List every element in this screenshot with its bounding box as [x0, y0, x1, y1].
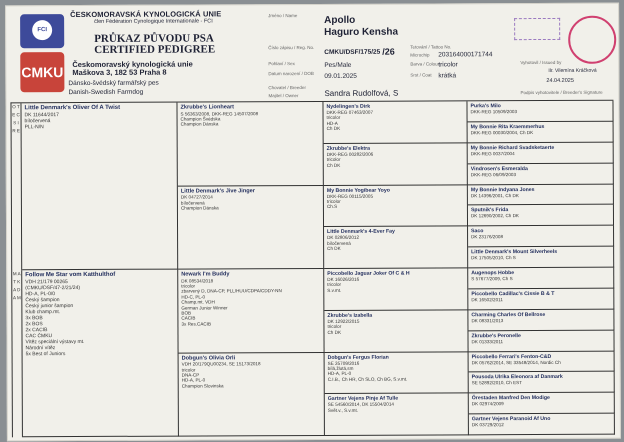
ancestor-cell	[177, 102, 323, 186]
ancestor-info: Ch DK	[327, 329, 342, 335]
ancestor-cell	[22, 270, 179, 438]
ancestor-info: 5x Best of Juniors	[25, 351, 66, 358]
ancestor-info: Champion Slovinska	[181, 383, 224, 389]
ancestor-reg: DKK-REG 0037/2004	[470, 150, 515, 157]
ancestor-cell	[468, 247, 614, 269]
ancestor-info: 3x BOB	[25, 315, 43, 322]
ancestor-reg: DK 14396/2001, Ch DK	[470, 192, 519, 198]
pedigree-document	[5, 3, 621, 442]
ancestor-reg: DK 17505/2010, Ch S	[471, 255, 516, 261]
ancestor-reg: DK 11644/2017	[24, 112, 59, 119]
ancestor-info: BOB	[181, 310, 192, 316]
ancestor-info: Champion Švédska	[180, 116, 221, 122]
ancestor-cell	[324, 143, 468, 185]
ancestor-cell	[178, 269, 324, 353]
ancestor-reg: DK 01333/2011	[471, 338, 504, 344]
ancestor-cell	[468, 268, 614, 290]
ancestor-info: HD-C, PL-0	[181, 294, 206, 300]
ancestor-cell	[468, 184, 614, 206]
pedigree-header	[6, 4, 618, 103]
ancestor-name: Little Denmark's 4-Ever Fay	[327, 228, 395, 236]
ancestor-reg: DK 04727/2014	[180, 194, 213, 200]
dog-name: Apollo	[324, 14, 356, 26]
club-name: Českomoravský kynologická unie	[72, 59, 193, 70]
ancestor-cell	[469, 393, 615, 415]
ancestor-reg: DKK-REG 00282/2006	[326, 151, 374, 157]
club-address: Maškova 3, 182 53 Praha 8	[72, 67, 167, 78]
ancestor-info: bíločervená	[327, 240, 351, 246]
ancestor-cell	[325, 352, 469, 394]
ancestor-reg: DKK-REG 10509/2003	[470, 109, 518, 115]
ancestor-info: tricolor	[326, 198, 341, 204]
ancestor-info: Champion Dánska	[180, 205, 219, 211]
ancestor-info: (CMKU/DSF/47-2/21/24)	[25, 285, 81, 292]
ancestor-reg: DK 08534/2018	[181, 278, 214, 284]
title-en: CERTIFIED PEDIGREE	[94, 43, 216, 56]
ancestor-cell	[324, 268, 468, 310]
ancestor-name: Newark I'm Buddy	[181, 271, 230, 278]
ancestor-info: DNA-CP	[181, 372, 200, 378]
ancestor-info: HD-A, PL-0	[181, 377, 206, 383]
issue-date: 24.04.2025	[546, 77, 574, 84]
label-colour: Barva / Colour	[410, 61, 440, 67]
ancestor-info: 2x BOS	[25, 321, 43, 328]
ancestor-name: Little Denmark's Jive Jinger	[180, 187, 255, 195]
ancestor-cell	[469, 351, 615, 373]
ancestor-reg: DKK-REG 00115/2005	[326, 193, 374, 199]
ancestor-name: Vindrosen's Esmeralda	[470, 165, 528, 172]
ancestor-cell	[468, 205, 614, 227]
ancestor-name: My Bonnie Rita Kraemmerhus	[470, 123, 545, 131]
ancestor-name: Zkrubbe's Izabella	[327, 312, 373, 319]
label-name: Jméno / Name	[268, 13, 298, 19]
ancestor-name: Nydelingen's Dirk	[326, 103, 371, 110]
title-cz: PRŮKAZ PŮVODU PSA	[94, 32, 214, 45]
ancestor-name: My Bonnie Indyana Jones	[470, 186, 535, 193]
dog-owner: Sandra Rudolfová, S	[324, 88, 399, 98]
ancestor-reg: DK 12922/2015	[327, 318, 360, 324]
label-tattoo: Tetování / Tattoo No.	[410, 44, 452, 50]
dog-sex: Pes/Male	[324, 61, 352, 69]
ancestor-info: Champion Dánska	[180, 121, 219, 127]
dog-dob: 09.01.2025	[324, 72, 357, 80]
ancestor-info: tricolor	[181, 283, 196, 289]
ancestor-cell	[21, 103, 178, 271]
ancestor-info: tricolor	[326, 157, 341, 163]
ancestor-cell	[469, 414, 615, 436]
ancestor-name: Dobgun's Fergus Florian	[327, 354, 389, 361]
ancestor-reg: DK 02806/2012	[327, 235, 360, 241]
ancestor-cell	[468, 309, 614, 331]
ancestor-info: S.v.mt.	[327, 287, 342, 293]
ancestor-name: Follow Me Star vom Katthulthof	[25, 271, 116, 279]
ancestor-info: tricolor	[327, 324, 342, 330]
ancestor-name: Pousoda Ulrika Eleonora af Danmark	[471, 374, 563, 381]
ancestor-info: tricolor	[326, 115, 341, 121]
ancestor-info: Ch DK	[326, 162, 341, 168]
ancestor-info: HD-A, PL-0/0	[25, 291, 56, 298]
dam-side-label: M A T K A D A M	[12, 270, 23, 437]
issuer-name: Ilr. Vilemína Kráčková	[548, 67, 597, 74]
ancestor-name: Saco	[471, 228, 484, 235]
ancestor-info: bíločervená	[24, 118, 51, 125]
signature-label: Podpis vyhotovitele / Breeder's Signature	[520, 89, 603, 96]
ancestor-name: Gartner Vejens Paranoid Af Uno	[471, 416, 551, 423]
ancestor-info: tricolor	[327, 282, 342, 288]
ancestor-reg: DK 16502/2011	[471, 297, 503, 303]
ancestor-info: Český junior šampion	[25, 303, 74, 310]
ancestor-info: Svět.v., S.v.mt.	[327, 407, 359, 413]
ancestor-info: 3x Res.CACIB	[181, 321, 212, 327]
label-sex: Pohlaví / Sex	[268, 61, 295, 67]
ancestor-reg: S 56363/2008, DKK-REG 14507/2008	[180, 110, 259, 117]
ancestor-info: HD-A, PL-0	[327, 371, 352, 377]
pedigree-table	[10, 100, 614, 438]
ancestor-name: My Bonnie Richard Svadsketaerte	[470, 144, 555, 152]
org-name: ČESKOMORAVSKÁ KYNOLOGICKÁ UNIE	[70, 9, 222, 20]
ancestor-cell	[468, 330, 614, 352]
reg-number: CMKU/DSF/175/25	[324, 48, 381, 56]
ancestor-reg: DK 02974/2009	[471, 401, 504, 407]
label-breeder: Chovatel / Breeder	[268, 85, 306, 91]
ancestor-reg: VDH 20/179QU00234, SE 15173/2018	[181, 361, 261, 367]
ancestor-name: Little Denmark's Mount Silverheels	[471, 249, 558, 256]
label-coat: Srst / Coat	[410, 72, 432, 78]
ancestor-reg: DKK-REG 07463/2007	[326, 109, 374, 115]
issuer-label: Vyhotovil / Issued by	[520, 59, 562, 66]
ancestor-info: CAC ČMKU	[25, 333, 53, 340]
ancestor-info: Ch DK	[327, 245, 341, 252]
ancestor-reg: SE 54560/2014, DK 15504/2014	[327, 401, 394, 408]
ancestor-reg: SE 35709/2016	[327, 360, 360, 366]
ancestor-info: Champ.mt. VDH	[181, 299, 215, 305]
label-owner: Majitel / Owner	[268, 93, 299, 99]
ancestor-reg: DK 03729/2012	[471, 422, 504, 428]
ancestor-reg: DK 23176/2008	[471, 234, 504, 240]
ancestor-info: HD-A	[326, 120, 338, 126]
org-subtitle: člen Fédération Cynologique Internationale - FCI	[94, 18, 213, 25]
ancestor-info: CACIB	[181, 315, 196, 322]
ancestor-cell	[468, 142, 614, 164]
ancestor-name: Purka's Milo	[470, 103, 501, 110]
ancestor-reg: DK 08331/2013	[471, 317, 504, 324]
ancestor-info: German Junior Winner	[181, 304, 228, 311]
ancestor-cell	[469, 372, 615, 394]
ancestor-reg: DK 16026/2016	[327, 276, 360, 282]
seal-stamp	[514, 18, 560, 40]
ancestor-reg: DK 12690/2002, Ch DK	[470, 213, 520, 219]
ancestor-reg: DK 05762/2014, SE 33548/2014, Nordic Ch	[471, 359, 561, 365]
ancestor-name: Dobgun's Olivia Orli	[181, 354, 236, 362]
official-stamp	[568, 16, 616, 64]
ancestor-cell	[467, 101, 613, 123]
ancestor-cell	[324, 185, 468, 227]
ancestor-cell	[179, 352, 325, 436]
label-reg: Číslo zápisu / Reg. No.	[268, 44, 315, 51]
ancestor-name: Piccobello Jaguar Joker Of C & H	[327, 270, 410, 277]
fci-logo	[20, 14, 64, 48]
ancestor-name: Charming Charles Of Bellrose	[471, 311, 546, 319]
ancestor-info: zbarvený D, DNA-CP, PLL/HUU/CDPA/CDDY-NN	[181, 288, 282, 294]
ancestor-info: bílá,žlutá,sm	[327, 365, 354, 371]
ancestor-cell	[325, 394, 469, 436]
cmku-logo: CMKU	[20, 52, 64, 92]
microchip-number: 203164000171744	[438, 51, 493, 59]
sire-side-label: O T E C S I R E	[11, 103, 22, 270]
ancestor-info: tricolor	[181, 367, 196, 373]
ancestor-info: 2x CACIB	[25, 327, 48, 334]
ancestor-cell	[468, 226, 614, 248]
ancestor-reg: S 57677/2009, Ch S	[471, 276, 513, 282]
ancestor-name: Augenops Hobbe	[471, 270, 515, 277]
ancestor-info: Vítěz speciální výstavy mt.	[25, 338, 85, 346]
ancestor-cell	[178, 185, 324, 269]
ancestor-info: Ch.S	[326, 204, 338, 210]
ancestor-reg: VDH 21/179 00265	[25, 279, 68, 286]
ancestor-cell	[324, 310, 468, 352]
fci-logo-text: FCI	[32, 20, 52, 40]
breed-en: Danish-Swedish Farmdog	[68, 88, 144, 97]
ancestor-name: Piccobello Ferrari's Fenton-C&D	[471, 353, 552, 360]
ancestor-name: Piccobello Cadillac's Cissie B & T	[471, 290, 555, 298]
ancestor-name: Zkrubbe's Elektra	[326, 145, 371, 152]
dog-colour: tricolor	[438, 61, 458, 69]
ancestor-reg: DKK-REG 06/09/2003	[470, 171, 517, 177]
label-microchip: Microchip	[410, 52, 430, 58]
ancestor-info: Klub champ.mt.	[25, 309, 61, 316]
reg-suffix: /26	[382, 46, 395, 57]
ancestor-name: Zkrubbe's Peronelle	[471, 332, 521, 339]
ancestor-cell	[323, 101, 467, 143]
ancestor-info: PLL-N/N	[24, 124, 44, 131]
ancestor-name: Little Denmark's Oliver Of A Twist	[24, 104, 121, 112]
ancestor-name: Gartner Vejens Pinje Af Tulle	[327, 395, 399, 403]
ancestor-name: Sputnik's Frida	[470, 207, 509, 214]
ancestor-name: Örestaden Manfred Den Modige	[471, 395, 550, 402]
label-dob: Datum narození / DOB	[268, 70, 314, 77]
ancestor-info: C.I.B., Ch HR, Ch SLO, Ch BG, S.v.mt.	[327, 376, 408, 382]
ancestor-reg: DKK-REG 00030/2004, Ch DK	[470, 129, 534, 136]
ancestor-cell	[468, 122, 614, 144]
ancestor-cell	[468, 289, 614, 311]
ancestor-info: Ch DK	[326, 126, 341, 132]
ancestor-info: bíločervená	[180, 199, 205, 206]
ancestor-cell	[468, 163, 614, 185]
ancestor-cell	[324, 227, 468, 269]
ancestor-info: Národní vítěz	[25, 345, 56, 352]
breed-cz: Dánsko-švédský farmářský pes	[68, 79, 159, 88]
ancestor-reg: SE 52892/2010, Ch EST	[471, 380, 523, 386]
ancestor-info: Český šampion	[25, 297, 60, 304]
dog-kennel: Haguro Kensha	[324, 26, 399, 38]
ancestor-name: My Bonnie Yogibear Yoyo	[326, 187, 390, 194]
ancestor-name: Zkrubbe's Lionheart	[180, 104, 235, 111]
dog-coat: krátká	[438, 72, 457, 80]
